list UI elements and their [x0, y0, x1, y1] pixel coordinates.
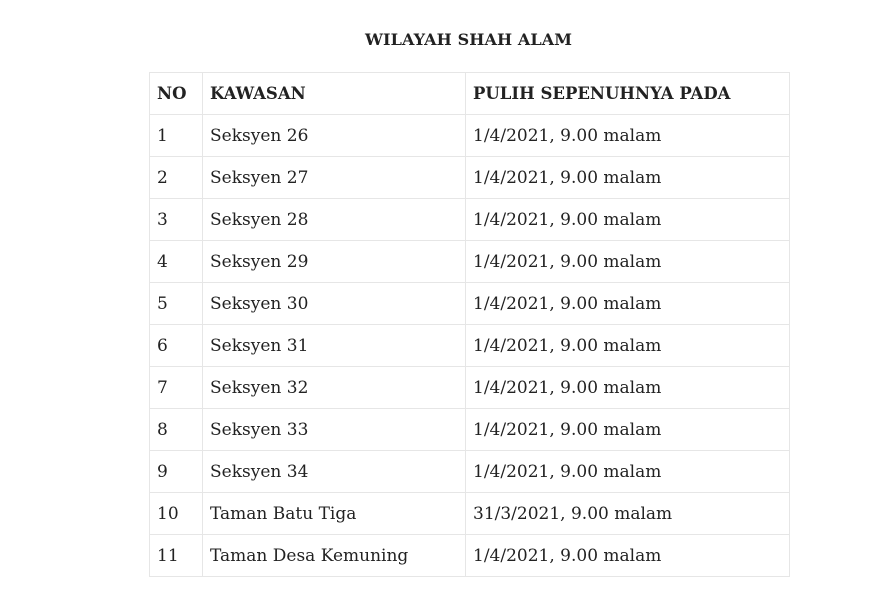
cell-pulih: 1/4/2021, 9.00 malam	[466, 325, 790, 367]
table-row	[150, 409, 790, 451]
cell-no: 8	[150, 409, 203, 451]
cell-pulih: 1/4/2021, 9.00 malam	[466, 367, 790, 409]
table-row	[150, 157, 790, 199]
table-row	[150, 367, 790, 409]
table-row	[150, 493, 790, 535]
cell-pulih: 1/4/2021, 9.00 malam	[466, 283, 790, 325]
table-row	[150, 199, 790, 241]
cell-no: 10	[150, 493, 203, 535]
table-header-row	[150, 73, 790, 115]
cell-no: 4	[150, 241, 203, 283]
table-row	[150, 283, 790, 325]
cell-kawasan: Taman Desa Kemuning	[203, 535, 466, 577]
cell-kawasan: Seksyen 28	[203, 199, 466, 241]
cell-no: 5	[150, 283, 203, 325]
cell-no: 1	[150, 115, 203, 157]
cell-no: 3	[150, 199, 203, 241]
cell-no: 2	[150, 157, 203, 199]
cell-no: 7	[150, 367, 203, 409]
cell-no: 9	[150, 451, 203, 493]
page-title: WILAYAH SHAH ALAM	[364, 30, 573, 49]
cell-kawasan: Taman Batu Tiga	[203, 493, 466, 535]
cell-kawasan: Seksyen 26	[203, 115, 466, 157]
cell-kawasan: Seksyen 30	[203, 283, 466, 325]
cell-pulih: 1/4/2021, 9.00 malam	[466, 535, 790, 577]
cell-pulih: 1/4/2021, 9.00 malam	[466, 409, 790, 451]
table-row	[150, 115, 790, 157]
cell-pulih: 1/4/2021, 9.00 malam	[466, 241, 790, 283]
area-table	[149, 72, 790, 577]
cell-pulih: 1/4/2021, 9.00 malam	[466, 115, 790, 157]
cell-kawasan: Seksyen 34	[203, 451, 466, 493]
cell-kawasan: Seksyen 29	[203, 241, 466, 283]
table-row	[150, 451, 790, 493]
cell-kawasan: Seksyen 32	[203, 367, 466, 409]
cell-kawasan: Seksyen 27	[203, 157, 466, 199]
column-header-kawasan: KAWASAN	[203, 73, 466, 115]
cell-pulih: 1/4/2021, 9.00 malam	[466, 199, 790, 241]
cell-pulih: 1/4/2021, 9.00 malam	[466, 157, 790, 199]
cell-no: 11	[150, 535, 203, 577]
table-row	[150, 325, 790, 367]
table-row	[150, 535, 790, 577]
column-header-pulih: PULIH SEPENUHNYA PADA	[466, 73, 790, 115]
cell-pulih: 31/3/2021, 9.00 malam	[466, 493, 790, 535]
cell-no: 6	[150, 325, 203, 367]
cell-pulih: 1/4/2021, 9.00 malam	[466, 451, 790, 493]
table-row	[150, 241, 790, 283]
column-header-no: NO	[150, 73, 203, 115]
cell-kawasan: Seksyen 33	[203, 409, 466, 451]
cell-kawasan: Seksyen 31	[203, 325, 466, 367]
